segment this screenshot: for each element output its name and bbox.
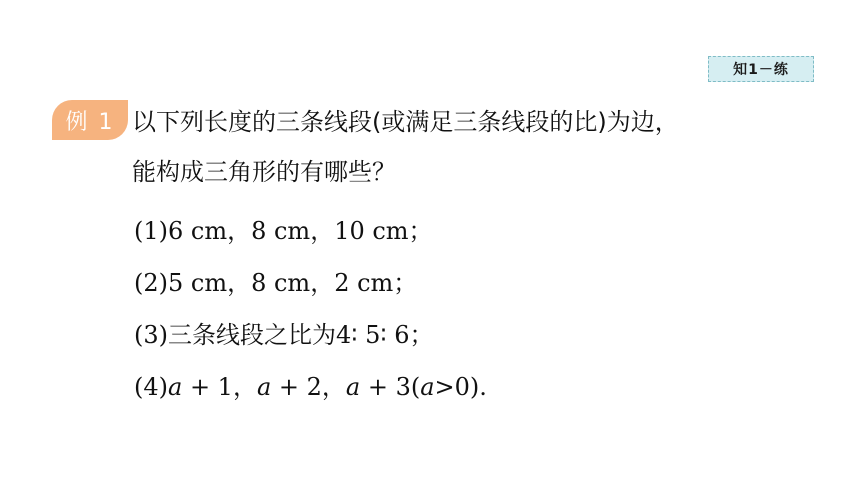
example-badge-label: 例 1 [65, 109, 115, 135]
knowledge-tag-label: 知1－练 [733, 62, 789, 78]
example-badge [52, 100, 128, 140]
option-item-2-text: (2)5 cm，8 cm，2 cm； [134, 269, 418, 297]
option-item-3-cjk: 三条线段之比为 [168, 321, 336, 349]
option-item-1 [134, 214, 433, 248]
variable-a: a [168, 373, 183, 401]
option-item-2 [134, 266, 417, 300]
option-item-3 [134, 318, 434, 352]
question-text [132, 104, 832, 190]
knowledge-tag [708, 56, 814, 82]
option-item-4-part2: + 2， [271, 373, 346, 401]
option-item-3-prefix: (3) [134, 321, 168, 349]
question-line-1: 以下列长度的三条线段(或满足三条线段的比)为边， [132, 108, 679, 136]
option-item-1-text: (1)6 cm，8 cm，10 cm； [134, 217, 433, 245]
option-item-4-part4: >0). [434, 373, 487, 401]
question-line-2: 能构成三角形的有哪些？ [132, 158, 396, 186]
variable-a: a [420, 373, 435, 401]
option-item-4 [134, 370, 487, 404]
variable-a: a [345, 373, 361, 401]
option-item-4-part3: + 3( [360, 373, 421, 401]
option-item-4-part1: + 1， [182, 373, 257, 401]
variable-a: a [256, 373, 272, 401]
option-item-3-ratio: 4∶ 5∶ 6； [336, 321, 434, 349]
option-item-4-prefix: (4) [134, 373, 168, 401]
